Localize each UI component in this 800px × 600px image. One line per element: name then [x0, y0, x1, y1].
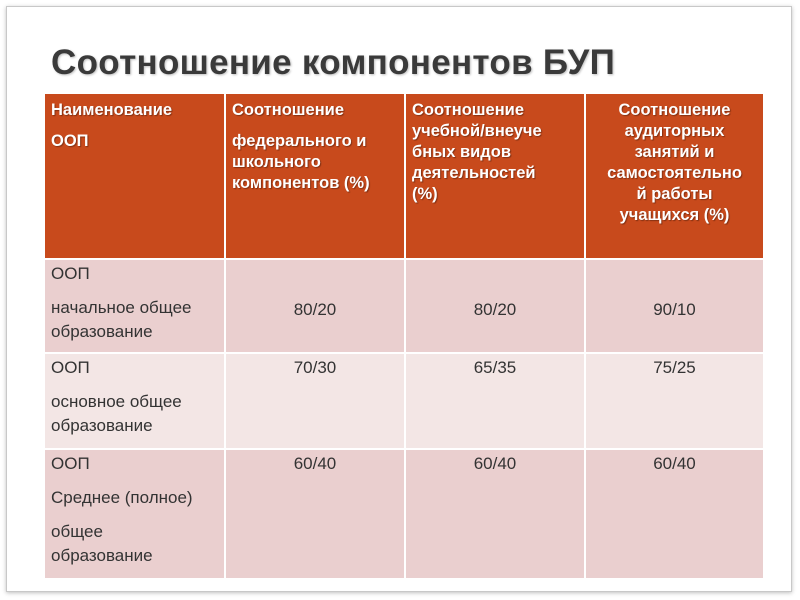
header-line: аудиторных [624, 122, 725, 140]
header-line: учебной/внеуче [412, 122, 542, 140]
header-federal-school [225, 93, 405, 259]
header-line: учащихся (%) [619, 206, 730, 224]
header-line: Соотношение [618, 101, 731, 119]
header-line: школьного [232, 153, 321, 171]
row-name-line: образование [51, 546, 153, 565]
row-name-line: образование [51, 416, 153, 435]
header-classroom-independent [585, 93, 764, 259]
row-name-line: основное общее [51, 392, 182, 411]
row-name-cell [44, 353, 225, 449]
header-line: ООП [51, 132, 89, 150]
value-cell: 60/40 [585, 449, 764, 579]
row-name-line: ООП [51, 264, 90, 283]
row-name-line: ООП [51, 358, 90, 377]
value-cell: 90/10 [585, 259, 764, 353]
slide [6, 6, 792, 592]
header-line: (%) [412, 185, 438, 203]
header-line: Соотношение [232, 101, 345, 119]
header-line: федерального и [232, 132, 367, 150]
row-name-line: Среднее (полное) [51, 488, 193, 507]
row-name-cell [44, 449, 225, 579]
row-name-line: начальное общее [51, 298, 192, 317]
row-name-line: ООП [51, 454, 90, 473]
header-line: Соотношение [412, 101, 525, 119]
header-name [44, 93, 225, 259]
table-row [44, 449, 764, 579]
row-name-cell [44, 259, 225, 353]
row-name-line: общее [51, 522, 103, 541]
bup-table [43, 92, 765, 580]
value-cell: 60/40 [225, 449, 405, 579]
header-line: самостоятельно [607, 164, 742, 182]
table-row [44, 353, 764, 449]
value-cell: 60/40 [405, 449, 585, 579]
table-row [44, 259, 764, 353]
header-line: бных видов [412, 143, 511, 161]
header-line: Наименование [51, 101, 173, 119]
header-line: занятий и [634, 143, 715, 161]
value-cell: 80/20 [405, 259, 585, 353]
table-header-row [44, 93, 764, 259]
header-line: й работы [636, 185, 713, 203]
value-cell: 65/35 [405, 353, 585, 449]
header-line: компонентов (%) [232, 174, 370, 192]
header-study-extracurricular [405, 93, 585, 259]
row-name-line: образование [51, 322, 153, 341]
value-cell: 80/20 [225, 259, 405, 353]
value-cell: 70/30 [225, 353, 405, 449]
value-cell: 75/25 [585, 353, 764, 449]
header-line: деятельностей [412, 164, 536, 182]
slide-title: Соотношение компонентов БУП [51, 43, 616, 82]
